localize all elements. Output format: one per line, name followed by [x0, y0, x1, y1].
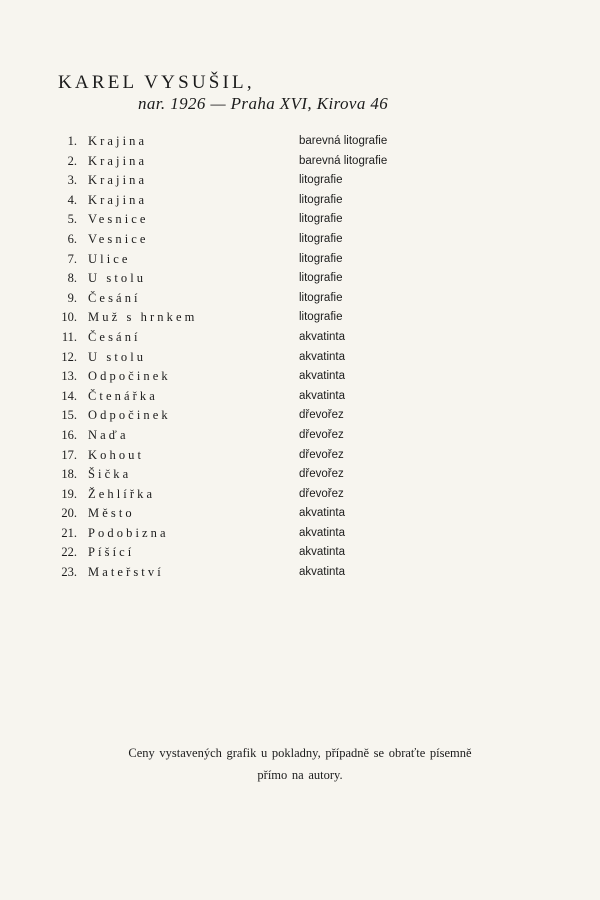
work-number: 20. [61, 506, 77, 521]
work-number: 1. [67, 134, 77, 148]
work-title: Česání [88, 290, 141, 305]
work-technique: akvatinta [299, 330, 346, 343]
list-item [50, 563, 450, 583]
list-item [50, 210, 450, 230]
list-item [50, 328, 450, 348]
work-title: Krajina [88, 173, 148, 188]
work-number: 8. [67, 271, 77, 286]
work-technique: akvatinta [299, 546, 346, 559]
work-title: Krajina [88, 192, 148, 207]
work-number: 19. [61, 486, 77, 501]
list-item [50, 543, 450, 563]
work-number: 4. [67, 192, 77, 207]
work-title: U stolu [88, 271, 147, 286]
list-item [50, 426, 450, 446]
work-number: 21. [61, 525, 77, 540]
work-title: Mateřství [88, 565, 164, 580]
work-number: 22. [61, 545, 77, 560]
work-technique: akvatinta [299, 389, 346, 402]
work-technique: dřevořez [299, 468, 344, 481]
work-technique: akvatinta [299, 350, 346, 363]
work-technique: litografie [299, 232, 343, 245]
artist-birth-address: nar. 1926 — Praha XVI, Kirova 46 [138, 94, 389, 113]
work-number: 7. [67, 251, 77, 266]
work-number: 16. [61, 427, 77, 442]
work-number: 13. [61, 369, 77, 384]
work-technique: litografie [299, 272, 343, 285]
work-number: 15. [61, 408, 77, 423]
list-item [50, 387, 450, 407]
work-technique: litografie [299, 252, 343, 265]
work-technique: akvatinta [299, 370, 346, 383]
work-technique: barevná litografie [299, 154, 388, 167]
work-number: 14. [61, 388, 77, 403]
list-item [50, 308, 450, 328]
list-item [50, 230, 450, 250]
work-title: Šička [88, 467, 132, 482]
work-number: 23. [61, 565, 77, 580]
work-title: Píšící [88, 545, 135, 560]
work-technique: litografie [299, 291, 343, 304]
list-item [50, 289, 450, 309]
work-title: Kohout [88, 447, 145, 462]
list-item [50, 171, 450, 191]
list-item [50, 485, 450, 505]
work-number: 11. [61, 329, 77, 344]
list-item [50, 250, 450, 270]
works-list [50, 132, 450, 583]
work-technique: litografie [299, 311, 343, 324]
work-title: Vesnice [88, 212, 149, 227]
list-item [50, 367, 450, 387]
work-technique: barevná litografie [299, 135, 388, 147]
work-number: 18. [61, 467, 77, 482]
list-item [50, 406, 450, 426]
work-number: 5. [67, 212, 77, 227]
work-title: Odpočinek [88, 408, 171, 423]
list-item [50, 504, 450, 524]
work-number: 17. [61, 447, 77, 462]
list-item [50, 152, 450, 172]
list-item [50, 269, 450, 289]
work-technique: dřevořez [299, 409, 344, 422]
work-number: 9. [67, 290, 77, 305]
work-title: Odpočinek [88, 369, 171, 384]
work-technique: akvatinta [299, 566, 346, 579]
work-technique: litografie [299, 213, 343, 226]
work-number: 12. [61, 349, 77, 364]
work-title: Čtenářka [88, 388, 158, 403]
work-title: Krajina [88, 134, 148, 148]
work-title: U stolu [88, 349, 147, 364]
list-item [50, 348, 450, 368]
work-title: Vesnice [88, 231, 149, 246]
work-technique: dřevořez [299, 487, 344, 500]
work-title: Česání [88, 329, 141, 344]
work-technique: dřevořez [299, 448, 344, 461]
work-number: 6. [67, 231, 77, 246]
price-note-line-1: Ceny vystavených grafik u pokladny, případně se obraťte písemně [128, 746, 472, 760]
work-technique: litografie [299, 193, 343, 206]
list-item [50, 465, 450, 485]
work-technique: akvatinta [299, 507, 346, 520]
work-technique: dřevořez [299, 428, 344, 441]
work-technique: litografie [299, 174, 343, 187]
work-title: Podobizna [88, 525, 169, 540]
price-note [60, 742, 540, 786]
price-note-line-2: přímo na autory. [257, 768, 343, 782]
artist-name: KAREL VYSUŠIL, [58, 72, 255, 93]
work-number: 2. [67, 153, 77, 168]
work-title: Naďa [88, 427, 129, 442]
work-number: 3. [67, 173, 77, 188]
list-item [50, 524, 450, 544]
work-title: Žehlířka [88, 486, 156, 501]
work-title: Město [88, 506, 135, 521]
work-title: Ulice [88, 251, 131, 266]
work-number: 10. [61, 310, 77, 325]
list-item [50, 191, 450, 211]
list-item [50, 132, 450, 152]
list-item [50, 446, 450, 466]
work-title: Muž s hrnkem [88, 310, 198, 325]
work-title: Krajina [88, 153, 148, 168]
work-technique: akvatinta [299, 526, 346, 539]
